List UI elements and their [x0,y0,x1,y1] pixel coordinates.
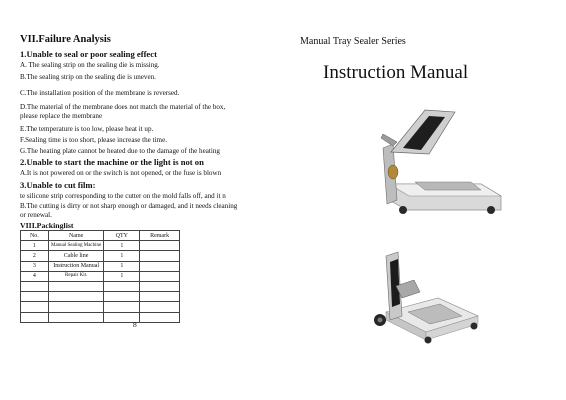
cell-qty [104,292,140,302]
cell-qty [104,281,140,291]
cell-name: Manual Sealing Machine [48,241,104,251]
right-page [283,0,566,400]
table-row [21,312,180,322]
seal-cause-e: E.The temperature is too low, please heat it up. [20,125,154,133]
tray-sealer-photo-closed [368,246,488,346]
heading-unable-to-seal: 1.Unable to seal or poor sealing effect [20,49,157,59]
table-row [21,292,180,302]
seal-cause-g: G.The heating plate cannot be heated due to the damage of the heating [20,147,220,155]
cell-remark [140,261,180,271]
heading-unable-to-cut: 3.Unable to cut film: [20,180,96,190]
seal-cause-f: F.Sealing time is too short, please increase the time. [20,136,167,144]
cell-qty [104,302,140,312]
column-header-no: No. [21,231,49,241]
column-header-remark: Remark [140,231,180,241]
packing-list-table [20,230,180,323]
packing-list-title: VIII.Packinglist [20,221,74,230]
table-row [21,302,180,312]
cell-qty: 1 [104,241,140,251]
table-row [21,241,180,251]
cell-no [21,302,49,312]
cell-remark [140,271,180,281]
packing-list-header-row [21,231,180,241]
cell-qty: 1 [104,271,140,281]
seal-cause-b: B.The sealing strip on the sealing die is uneven. [20,73,156,81]
cut-cause-b-line1: B.The cutting is dirty or not sharp enough or damaged, and it needs cleaning [20,202,238,210]
cell-remark [140,251,180,261]
cell-qty: 1 [104,261,140,271]
page-number: 8 [133,320,137,329]
section-title-failure-analysis: VII.Failure Analysis [20,34,111,45]
cell-no [21,312,49,322]
table-row [21,251,180,261]
cell-remark [140,292,180,302]
cell-no: 4 [21,271,49,281]
cut-cause-b-line2: or renewal. [20,211,52,219]
cell-name [48,302,104,312]
table-row [21,281,180,291]
series-name: Manual Tray Sealer Series [300,36,406,47]
cell-name [48,292,104,302]
column-header-qty: QTY [104,231,140,241]
cell-no [21,281,49,291]
table-row [21,261,180,271]
cell-name: Cable line [48,251,104,261]
tray-sealer-photo-open [363,100,523,220]
seal-cause-d-line2: please replace the membrane [20,112,103,120]
cell-name [48,312,104,322]
cell-no: 3 [21,261,49,271]
cut-cause-a: te silicone strip corresponding to the cutter on the mold falls off, and it n [20,192,226,200]
heading-unable-to-start: 2.Unable to start the machine or the light is not on [20,157,204,167]
cell-name [48,281,104,291]
table-row [21,271,180,281]
cell-remark [140,241,180,251]
cell-qty: 1 [104,251,140,261]
cell-remark [140,312,180,322]
cell-no: 2 [21,251,49,261]
start-cause-a: A.It is not powered on or the switch is not opened, or the fuse is blown [20,169,222,177]
seal-cause-c: C.The installation position of the membrane is reversed. [20,89,180,97]
seal-cause-a: A. The sealing strip on the sealing die is missing. [20,61,160,69]
seal-cause-d-line1: D.The material of the membrane does not match the material of the box, [20,103,226,111]
cell-remark [140,281,180,291]
manual-title: Instruction Manual [323,62,469,83]
cell-no: 1 [21,241,49,251]
cell-remark [140,302,180,312]
cell-name: Repair Kit. [48,271,104,281]
column-header-name: Name [48,231,104,241]
cell-no [21,292,49,302]
cell-name: Instruction Manual [48,261,104,271]
